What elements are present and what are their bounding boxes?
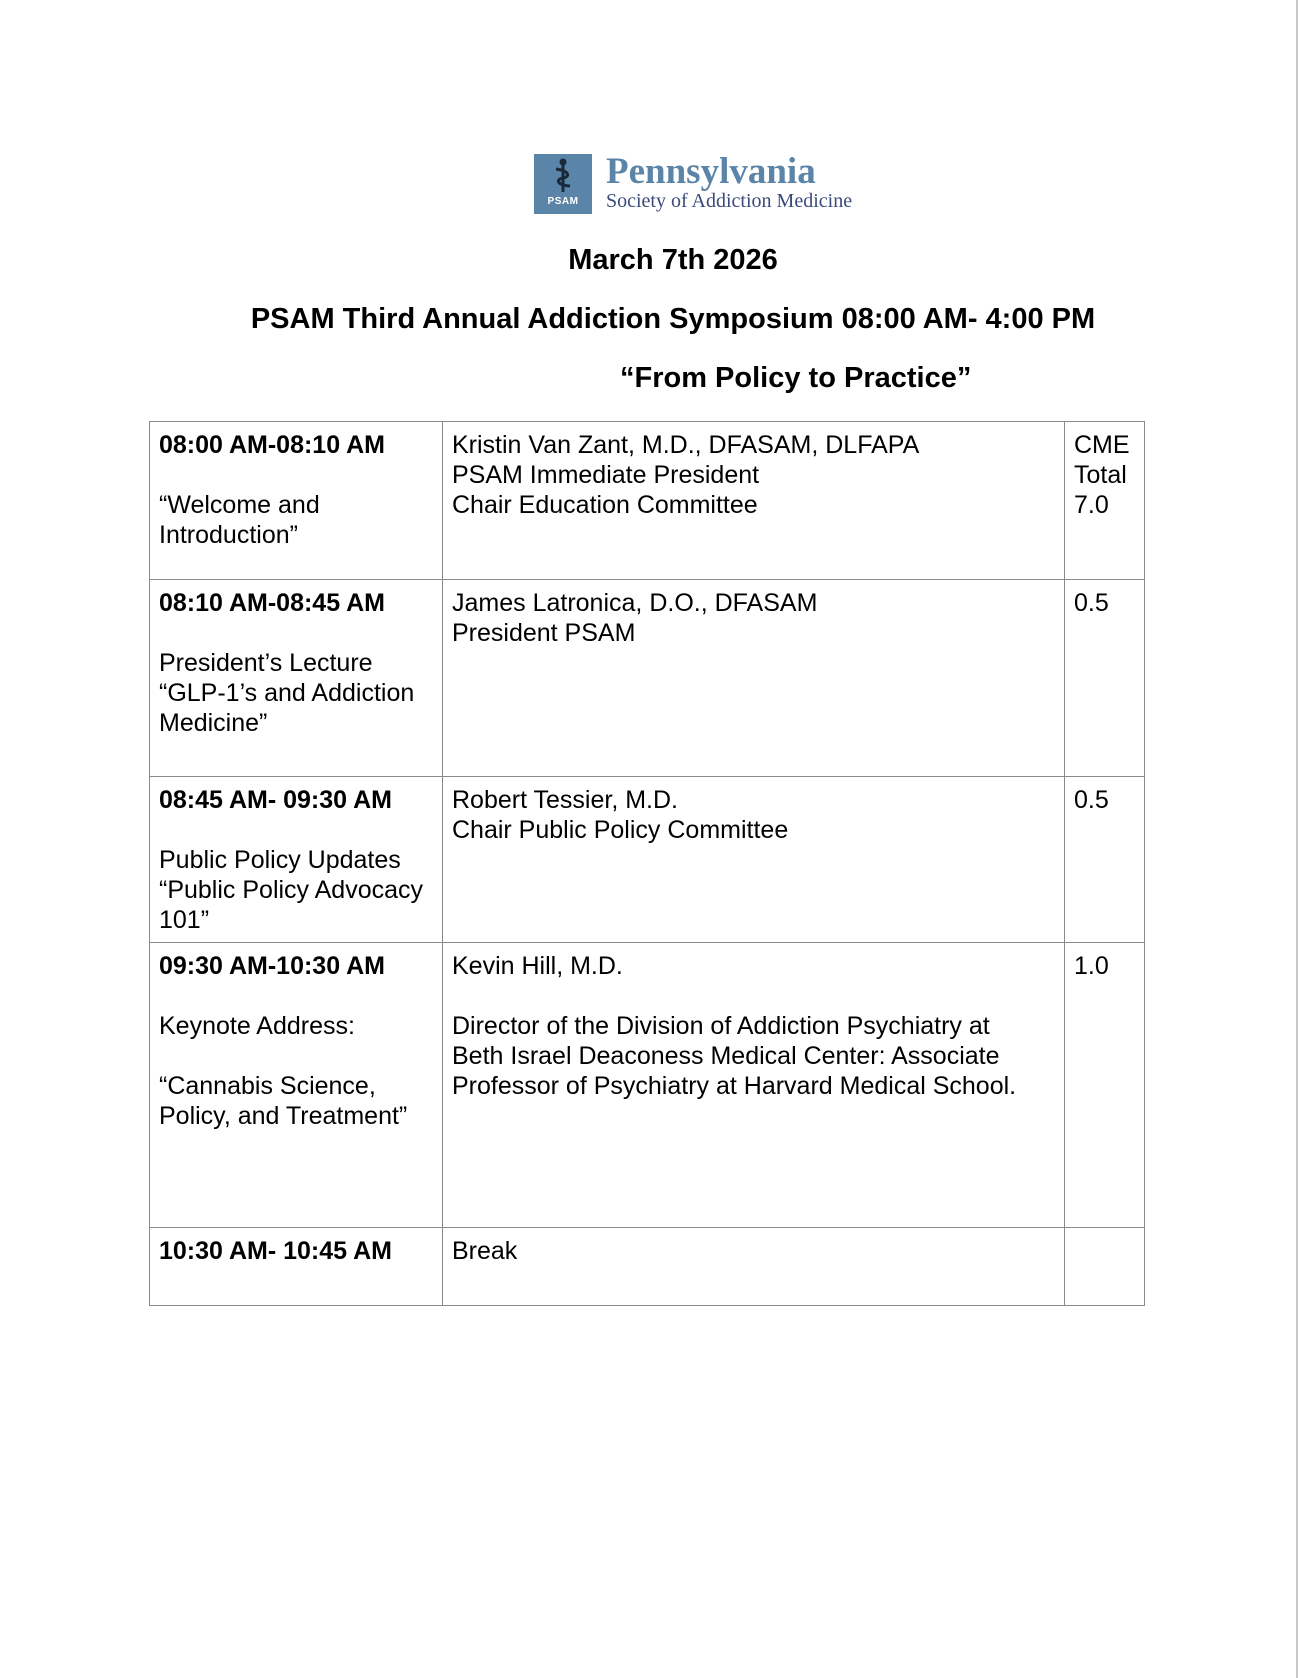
event-subtitle: “From Policy to Practice” — [620, 362, 972, 394]
speaker-line: Chair Public Policy Committee — [452, 816, 789, 844]
time-slot: 10:30 AM- 10:45 AM — [159, 1237, 392, 1265]
speaker-line: Professor of Psychiatry at Harvard Medical School. — [452, 1072, 1017, 1100]
cme-value: 1.0 — [1074, 952, 1109, 980]
time-cell — [150, 580, 443, 777]
speaker-line: James Latronica, D.O., DFASAM — [452, 589, 818, 617]
speaker-line: President PSAM — [452, 619, 636, 647]
cme-value: 0.5 — [1074, 786, 1109, 814]
speaker-cell — [443, 943, 1065, 1228]
speaker-line: Kevin Hill, M.D. — [452, 952, 623, 980]
session-title-line: Medicine” — [159, 709, 268, 737]
session-title-line: President’s Lecture — [159, 649, 373, 677]
speaker-cell — [443, 1228, 1065, 1306]
cme-value: 0.5 — [1074, 589, 1109, 617]
speaker-line: Director of the Division of Addiction Psychiatry at — [452, 1012, 990, 1040]
session-title-line: “GLP-1’s and Addiction — [159, 679, 415, 707]
speaker-line: Kristin Van Zant, M.D., DFASAM, DLFAPA — [452, 431, 920, 459]
session-title-line: Public Policy Updates — [159, 846, 401, 874]
logo-name: Pennsylvania — [606, 151, 816, 192]
time-slot: 09:30 AM-10:30 AM — [159, 952, 386, 980]
time-cell — [150, 777, 443, 943]
speaker-line: Beth Israel Deaconess Medical Center: Associate — [452, 1042, 1000, 1070]
schedule-row — [150, 580, 1145, 777]
time-slot: 08:00 AM-08:10 AM — [159, 431, 386, 459]
logo-subtitle: Society of Addiction Medicine — [606, 190, 853, 212]
caduceus-icon — [534, 154, 592, 198]
cme-cell — [1065, 943, 1145, 1228]
speaker-cell — [443, 580, 1065, 777]
logo-mark-text: PSAM — [547, 196, 579, 207]
session-title-line: “Cannabis Science, — [159, 1072, 376, 1100]
time-cell — [150, 422, 443, 580]
time-cell — [150, 943, 443, 1228]
cme-cell — [1065, 422, 1145, 580]
time-slot: 08:45 AM- 09:30 AM — [159, 786, 392, 814]
schedule-row — [150, 943, 1145, 1228]
session-title-line: “Welcome and — [159, 491, 320, 519]
session-title-line: “Public Policy Advocacy — [159, 876, 424, 904]
speaker-line: Chair Education Committee — [452, 491, 758, 519]
speaker-line: PSAM Immediate President — [452, 461, 760, 489]
time-slot: 08:10 AM-08:45 AM — [159, 589, 386, 617]
schedule-row — [150, 777, 1145, 943]
cme-line: 7.0 — [1074, 491, 1109, 519]
speaker-cell — [443, 777, 1065, 943]
cme-cell — [1065, 1228, 1145, 1306]
cme-line: Total — [1074, 461, 1127, 489]
schedule-row — [150, 1228, 1145, 1306]
psam-logo — [534, 151, 854, 216]
event-date: March 7th 2026 — [568, 244, 778, 276]
session-title-line: Introduction” — [159, 521, 298, 549]
cme-cell — [1065, 777, 1145, 943]
break-label: Break — [452, 1237, 518, 1265]
time-cell — [150, 1228, 443, 1306]
cme-line: CME — [1074, 431, 1130, 459]
speaker-cell — [443, 422, 1065, 580]
cme-cell — [1065, 580, 1145, 777]
speaker-line: Robert Tessier, M.D. — [452, 786, 679, 814]
session-title-line: Keynote Address: — [159, 1012, 355, 1040]
logo-mark — [534, 154, 592, 214]
schedule-table — [149, 421, 1145, 1306]
schedule-row — [150, 422, 1145, 580]
event-title: PSAM Third Annual Addiction Symposium 08:00 AM- 4:00 PM — [250, 303, 1096, 335]
session-title-line: Policy, and Treatment” — [159, 1102, 408, 1130]
session-title-line: 101” — [159, 906, 210, 934]
